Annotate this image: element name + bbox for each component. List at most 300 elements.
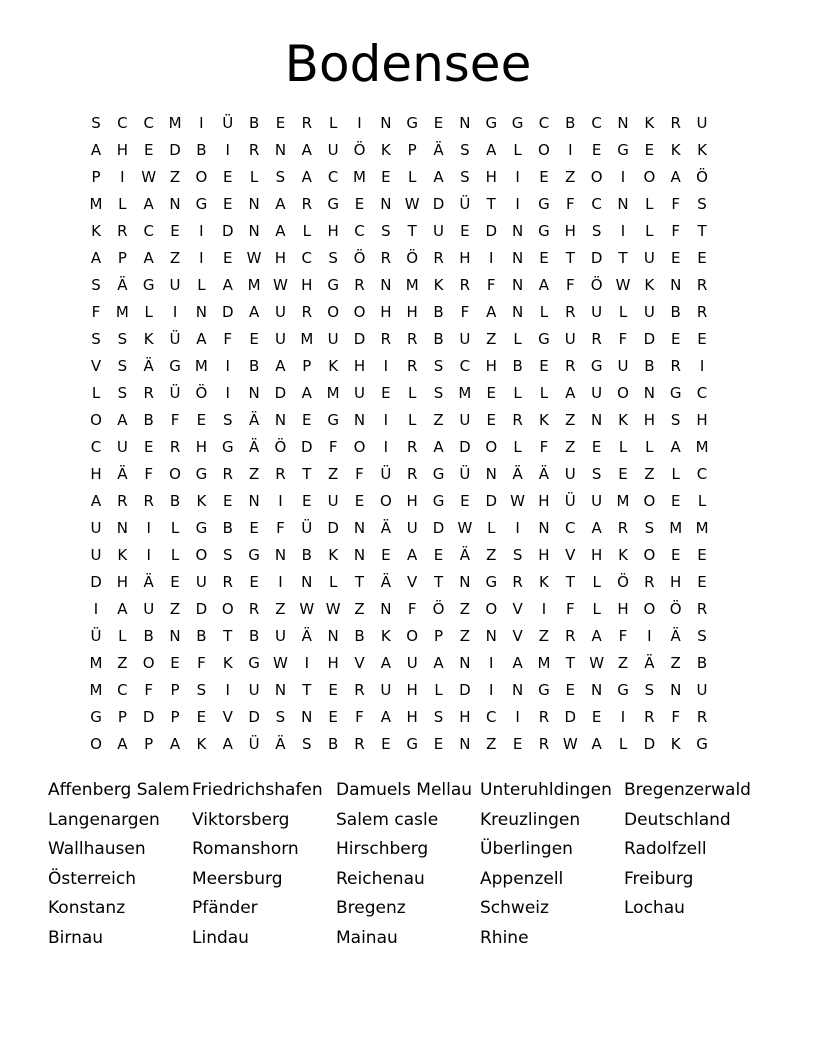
grid-letter: R — [117, 222, 128, 240]
grid-letter: E — [460, 222, 470, 240]
grid-letter: Ä — [380, 519, 391, 537]
grid-letter: E — [539, 168, 549, 186]
grid-letter: Z — [354, 600, 365, 618]
word-list-item: Langenargen — [48, 809, 160, 830]
word-list-item: Konstanz — [48, 898, 126, 919]
grid-letter: N — [169, 195, 181, 213]
word-list-item: Lochau — [624, 898, 685, 919]
grid-letter: L — [197, 276, 206, 294]
grid-letter: Ä — [301, 627, 312, 645]
grid-letter: R — [354, 681, 365, 699]
grid-letter: I — [515, 708, 520, 726]
grid-letter: H — [195, 438, 208, 456]
grid-letter: E — [196, 708, 207, 726]
grid-letter: S — [117, 384, 128, 402]
grid-letter: Ä — [275, 735, 286, 753]
grid-letter: N — [459, 735, 471, 753]
grid-letter: Z — [565, 438, 576, 456]
grid-letter: S — [275, 708, 286, 726]
grid-letter: U — [327, 492, 339, 510]
grid-letter: D — [590, 249, 603, 267]
grid-letter: M — [458, 384, 472, 402]
grid-letter: M — [89, 654, 103, 672]
grid-letter: H — [538, 546, 550, 564]
word-list-item: Reichenau — [336, 868, 425, 889]
grid-letter: R — [670, 357, 681, 375]
grid-letter: U — [459, 411, 471, 429]
grid-letter: H — [696, 411, 708, 429]
grid-letter: O — [485, 438, 498, 456]
grid-letter: A — [301, 141, 312, 159]
grid-letter: I — [489, 681, 494, 699]
grid-letter: N — [380, 195, 392, 213]
grid-letter: O — [485, 600, 498, 618]
grid-letter: N — [538, 519, 550, 537]
grid-letter: N — [670, 681, 682, 699]
word-list-item: Rhine — [480, 928, 529, 948]
grid-letter: G — [406, 114, 418, 132]
grid-letter: M — [537, 654, 551, 672]
grid-letter: W — [141, 168, 157, 186]
grid-letter: V — [512, 600, 523, 618]
grid-letter: T — [565, 654, 575, 672]
grid-letter: N — [248, 195, 260, 213]
grid-letter: D — [169, 141, 181, 159]
grid-letter: N — [274, 681, 287, 699]
word-list-item: Salem casle — [336, 809, 439, 830]
grid-letter: W — [510, 492, 526, 510]
grid-letter: U — [591, 492, 603, 510]
grid-letter: E — [170, 654, 180, 672]
grid-letter: N — [617, 195, 629, 213]
grid-letter: G — [169, 357, 181, 375]
grid-letter: Z — [565, 411, 576, 429]
grid-row — [90, 569, 744, 596]
grid-letter: U — [380, 681, 392, 699]
grid-letter: C — [591, 114, 602, 132]
grid-letter: U — [696, 681, 708, 699]
grid-letter: L — [645, 195, 654, 213]
grid-letter: I — [146, 546, 151, 564]
grid-letter: S — [670, 411, 681, 429]
grid-letter: A — [670, 438, 681, 456]
grid-letter: S — [591, 465, 602, 483]
grid-letter: P — [144, 735, 154, 753]
grid-letter: K — [670, 735, 681, 753]
grid-letter: E — [170, 573, 180, 591]
grid-letter: A — [538, 276, 550, 294]
grid-letter: P — [117, 249, 127, 267]
grid-letter: B — [248, 627, 260, 645]
grid-letter: U — [143, 600, 155, 618]
word-list-item: Birnau — [48, 928, 104, 948]
grid-row — [89, 191, 744, 218]
grid-letter: S — [697, 195, 707, 213]
grid-letter: U — [591, 303, 603, 321]
grid-row — [91, 164, 744, 191]
grid-letter: B — [196, 627, 207, 645]
grid-letter: E — [302, 492, 312, 510]
grid-letter: U — [406, 654, 418, 672]
grid-letter: O — [169, 465, 181, 483]
grid-letter: E — [249, 519, 259, 537]
grid-letter: T — [565, 249, 575, 267]
grid-letter: A — [380, 654, 391, 672]
word-list-item: Überlingen — [480, 839, 573, 860]
grid-letter: Z — [670, 654, 681, 672]
grid-letter: G — [696, 735, 708, 753]
grid-letter: M — [300, 330, 314, 348]
grid-letter: N — [169, 627, 181, 645]
grid-letter: N — [459, 573, 471, 591]
grid-letter: N — [274, 546, 287, 564]
grid-letter: K — [644, 114, 655, 132]
grid-letter: N — [380, 600, 392, 618]
grid-letter: Z — [486, 330, 497, 348]
word-list-item: Bregenzerwald — [624, 780, 751, 800]
grid-letter: L — [408, 384, 417, 402]
grid-letter: H — [406, 303, 418, 321]
grid-letter: D — [274, 384, 287, 402]
grid-letter: F — [671, 708, 680, 726]
grid-letter: G — [617, 141, 629, 159]
grid-letter: Ü — [459, 465, 471, 483]
grid-letter: C — [696, 384, 708, 402]
grid-letter: K — [697, 141, 707, 159]
grid-letter: N — [511, 249, 524, 267]
grid-letter: I — [383, 357, 389, 375]
grid-letter: C — [327, 168, 339, 186]
grid-letter: K — [539, 411, 549, 429]
grid-letter: K — [328, 357, 339, 375]
grid-letter: A — [196, 330, 207, 348]
grid-letter: O — [406, 627, 419, 645]
grid-letter: F — [328, 438, 338, 456]
grid-letter: A — [407, 546, 418, 564]
grid-letter: R — [117, 492, 128, 510]
grid-letter: V — [354, 654, 365, 672]
grid-letter: S — [222, 411, 233, 429]
grid-letter: R — [591, 330, 602, 348]
grid-row — [91, 299, 744, 326]
grid-letter: L — [539, 384, 549, 402]
grid-letter: E — [539, 357, 549, 375]
grid-letter: U — [169, 276, 181, 294]
grid-letter: P — [91, 168, 101, 186]
grid-letter: L — [513, 141, 522, 159]
grid-letter: L — [645, 438, 654, 456]
grid-letter: E — [697, 546, 707, 564]
grid-letter: G — [221, 438, 234, 456]
grid-letter: S — [222, 546, 233, 564]
grid-letter: D — [195, 600, 208, 618]
grid-letter: E — [670, 330, 681, 348]
grid-letter: Ö — [195, 384, 208, 402]
grid-letter: A — [433, 654, 444, 672]
grid-letter: U — [327, 141, 339, 159]
grid-letter: L — [170, 519, 180, 537]
grid-letter: R — [354, 735, 365, 753]
grid-letter: W — [246, 249, 262, 267]
grid-letter: S — [117, 357, 128, 375]
grid-letter: S — [328, 249, 338, 267]
grid-letter: S — [460, 141, 470, 159]
grid-letter: A — [512, 654, 523, 672]
word-list-item: Unteruhldingen — [480, 780, 612, 800]
grid-letter: N — [327, 627, 339, 645]
grid-letter: I — [515, 195, 520, 213]
grid-letter: U — [459, 330, 471, 348]
grid-letter: E — [249, 573, 259, 591]
grid-letter: A — [143, 195, 154, 213]
grid-letter: G — [432, 465, 445, 483]
grid-letter: H — [274, 249, 287, 267]
grid-letter: C — [90, 438, 102, 456]
grid-letter: S — [697, 627, 707, 645]
grid-letter: I — [515, 519, 520, 537]
grid-letter: U — [90, 519, 102, 537]
grid-letter: Ä — [644, 654, 655, 672]
grid-letter: G — [511, 114, 524, 132]
grid-letter: F — [91, 303, 101, 321]
grid-letter: R — [301, 303, 313, 321]
grid-letter: F — [197, 654, 206, 672]
grid-letter: K — [196, 735, 207, 753]
grid-letter: D — [643, 735, 656, 753]
grid-letter: K — [91, 222, 101, 240]
word-list-item: Damuels Mellau — [336, 780, 473, 800]
grid-letter: Ü — [564, 492, 576, 510]
grid-letter: R — [565, 303, 576, 321]
grid-letter: M — [247, 276, 261, 294]
grid-letter: U — [696, 114, 708, 132]
grid-letter: H — [327, 222, 339, 240]
grid-letter: N — [274, 141, 287, 159]
grid-letter: A — [565, 384, 576, 402]
grid-letter: V — [222, 708, 233, 726]
grid-letter: E — [302, 411, 312, 429]
grid-letter: Z — [169, 249, 181, 267]
grid-letter: Ö — [353, 249, 366, 267]
grid-letter: U — [195, 573, 207, 591]
grid-letter: U — [591, 384, 603, 402]
grid-letter: L — [513, 438, 522, 456]
grid-row — [90, 434, 744, 461]
grid-letter: L — [487, 519, 496, 537]
grid-letter: S — [591, 222, 602, 240]
grid-letter: A — [248, 303, 260, 321]
word-list-item: Schweiz — [480, 898, 549, 919]
grid-letter: O — [379, 492, 392, 510]
grid-letter: I — [225, 357, 230, 375]
grid-letter: A — [90, 492, 102, 510]
grid-letter: S — [433, 708, 444, 726]
grid-letter: N — [591, 681, 603, 699]
grid-letter: O — [221, 600, 234, 618]
grid-letter: I — [278, 573, 283, 591]
grid-letter: E — [591, 141, 602, 159]
grid-letter: N — [248, 492, 260, 510]
grid-letter: P — [302, 357, 312, 375]
grid-letter: I — [278, 492, 283, 510]
grid-letter: E — [354, 492, 365, 510]
grid-letter: D — [459, 681, 471, 699]
grid-letter: K — [433, 276, 444, 294]
grid-letter: E — [512, 735, 523, 753]
grid-letter: E — [223, 195, 233, 213]
grid-letter: D — [643, 330, 656, 348]
grid-letter: R — [696, 303, 708, 321]
grid-row — [91, 110, 744, 137]
grid-letter: N — [116, 519, 128, 537]
grid-letter: W — [589, 654, 605, 672]
grid-letter: B — [433, 330, 444, 348]
grid-letter: D — [301, 438, 313, 456]
grid-letter: M — [168, 114, 182, 132]
grid-letter: A — [433, 438, 444, 456]
grid-letter: R — [248, 600, 260, 618]
grid-letter: Ö — [406, 249, 419, 267]
grid-letter: E — [381, 168, 391, 186]
grid-letter: C — [143, 114, 154, 132]
grid-letter: A — [670, 168, 681, 186]
grid-letter: E — [565, 681, 576, 699]
grid-letter: O — [538, 141, 550, 159]
grid-row — [90, 353, 744, 380]
grid-letter: Z — [459, 600, 471, 618]
grid-letter: L — [618, 438, 628, 456]
grid-letter: N — [301, 573, 313, 591]
grid-letter: C — [117, 114, 128, 132]
grid-letter: F — [565, 276, 575, 294]
grid-letter: R — [644, 573, 655, 591]
grid-letter: G — [538, 681, 550, 699]
grid-letter: E — [697, 330, 707, 348]
grid-letter: G — [327, 195, 339, 213]
grid-letter: H — [459, 249, 471, 267]
grid-letter: U — [643, 303, 655, 321]
grid-letter: Ä — [143, 357, 154, 375]
grid-letter: F — [355, 708, 364, 726]
grid-letter: P — [407, 141, 417, 159]
grid-letter: F — [671, 195, 680, 213]
grid-letter: D — [90, 573, 102, 591]
grid-letter: E — [170, 222, 180, 240]
grid-letter: F — [671, 222, 680, 240]
grid-letter: A — [143, 249, 154, 267]
grid-letter: U — [274, 330, 286, 348]
grid-letter: F — [618, 627, 628, 645]
grid-letter: E — [328, 708, 338, 726]
grid-letter: E — [143, 438, 154, 456]
grid-letter: Ö — [696, 168, 708, 186]
grid-letter: I — [489, 249, 494, 267]
grid-letter: B — [327, 735, 339, 753]
grid-letter: R — [380, 249, 392, 267]
grid-letter: Z — [538, 627, 550, 645]
grid-letter: P — [170, 681, 180, 699]
grid-letter: F — [170, 411, 180, 429]
grid-letter: Ä — [512, 465, 523, 483]
grid-letter: Ü — [169, 384, 181, 402]
grid-letter: H — [90, 465, 102, 483]
grid-letter: C — [117, 681, 128, 699]
grid-letter: N — [353, 519, 366, 537]
grid-letter: E — [591, 438, 602, 456]
grid-letter: I — [568, 141, 573, 159]
grid-letter: V — [512, 627, 523, 645]
grid-letter: W — [273, 276, 288, 294]
grid-letter: C — [591, 195, 602, 213]
grid-letter: E — [618, 465, 628, 483]
grid-row — [89, 650, 744, 677]
grid-letter: R — [565, 357, 576, 375]
grid-letter: H — [327, 654, 339, 672]
grid-letter: O — [195, 168, 208, 186]
grid-row — [90, 407, 744, 434]
grid-letter: A — [117, 600, 128, 618]
grid-letter: B — [196, 141, 207, 159]
grid-letter: S — [302, 735, 312, 753]
grid-letter: R — [696, 276, 708, 294]
grid-letter: C — [143, 222, 154, 240]
grid-letter: A — [301, 168, 312, 186]
word-list-item: Wallhausen — [48, 839, 146, 860]
grid-letter: K — [196, 492, 207, 510]
grid-letter: F — [144, 465, 153, 483]
grid-letter: C — [301, 249, 313, 267]
grid-letter: W — [299, 600, 315, 618]
grid-letter: U — [354, 384, 365, 402]
grid-letter: D — [248, 708, 260, 726]
grid-letter: I — [647, 627, 652, 645]
grid-letter: F — [565, 195, 575, 213]
grid-letter: N — [274, 411, 287, 429]
grid-letter: R — [143, 384, 154, 402]
grid-letter: R — [169, 438, 181, 456]
grid-row — [90, 542, 744, 569]
grid-letter: F — [223, 330, 233, 348]
word-list-item: Appenzell — [480, 868, 564, 889]
grid-letter: N — [511, 681, 524, 699]
grid-letter: E — [433, 735, 444, 753]
grid-letter: V — [90, 357, 102, 375]
grid-letter: G — [617, 681, 629, 699]
grid-letter: Z — [459, 627, 471, 645]
grid-letter: G — [485, 114, 498, 132]
grid-letter: R — [512, 573, 523, 591]
grid-letter: F — [539, 438, 549, 456]
word-list-item: Kreuzlingen — [480, 809, 581, 830]
grid-letter: B — [248, 357, 260, 375]
grid-letter: R — [512, 411, 523, 429]
word-list-item: Affenberg Salem — [48, 780, 190, 800]
grid-letter: M — [669, 519, 683, 537]
grid-letter: Ü — [169, 330, 181, 348]
grid-letter: N — [511, 276, 524, 294]
grid-letter: K — [539, 573, 549, 591]
grid-letter: W — [325, 600, 341, 618]
grid-letter: Ö — [617, 573, 629, 591]
grid-letter: E — [670, 249, 681, 267]
grid-letter: F — [486, 276, 496, 294]
grid-letter: E — [381, 546, 391, 564]
grid-letter: D — [564, 708, 577, 726]
grid-letter: I — [383, 411, 389, 429]
grid-letter: I — [199, 222, 204, 240]
grid-row — [90, 461, 744, 488]
grid-letter: K — [618, 546, 628, 564]
